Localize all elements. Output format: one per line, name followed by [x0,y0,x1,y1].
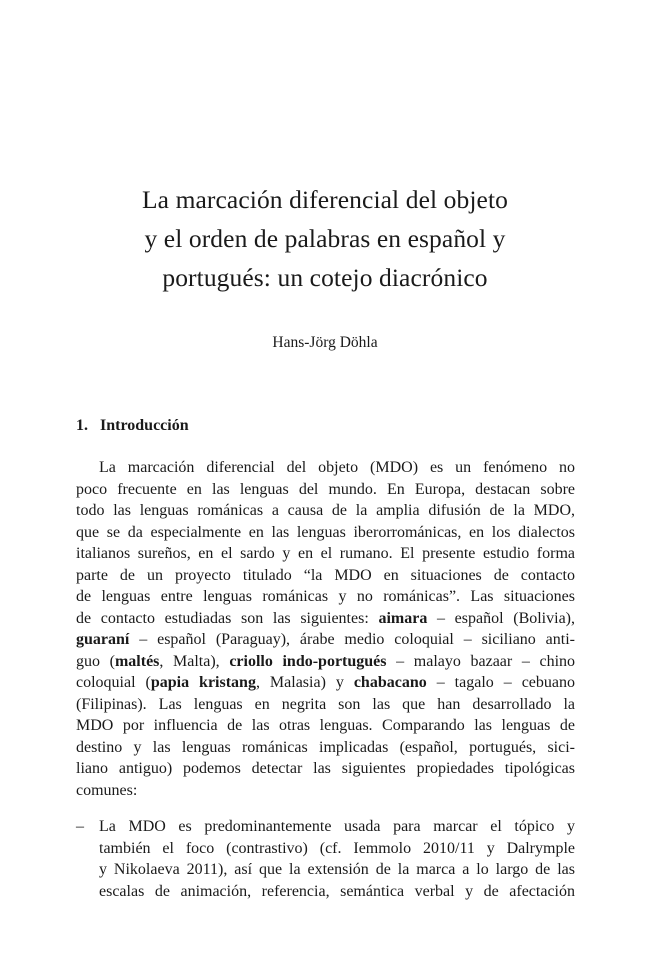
list-item [76,816,575,902]
paragraph-line [76,651,575,673]
paragraph-line: todo las lenguas románicas a causa de la amplia difusión de la MDO, [76,502,575,519]
paragraph-line: liano antiguo) podemos detectar las siguientes propiedades tipológicas [76,760,575,777]
list-item-text [99,816,575,902]
text-run: guo ( [76,652,115,670]
author-name: Hans-Jörg Döhla [272,334,378,351]
paragraph-line: La marcación diferencial del objeto (MDO) es un fenómeno no [99,459,575,476]
list-line: también el foco (contrastivo) (cf. Iemmolo 2010/11 y Dalrymple [99,839,575,857]
paragraph-line: poco frecuente en las lenguas del mundo. En Europa, destacan sobre [76,480,575,498]
paragraph-line: destino y las lenguas románicas implicadas (español, portugués, sici- [76,738,575,756]
paragraph-line: parte de un proyecto titulado “la MDO en situaciones de contacto [76,566,575,584]
text-run: , Malta), [159,652,230,670]
section-heading [76,416,189,436]
bold-language-name: papia kristang [150,674,256,691]
list-line: y Nikolaeva 2011), así que la extensión de la marca a lo largo de las [99,861,575,878]
text-run: – malayo bazaar – chino [386,652,576,670]
paragraph-line: italianos sureños, en el sardo y en el rumano. El presente estudio forma [76,545,575,562]
paragraph-line [76,608,575,630]
paragraph-line: (Filipinas). Las lenguas en negrita son las que han desarrollado la [76,695,575,713]
bold-language-name: chabacano [353,674,427,691]
bold-language-name: maltés [114,652,160,670]
title-line: portugués: un cotejo diacrónico [162,263,488,292]
bold-language-name: criollo indo-portugués [229,652,387,670]
text-run: de contacto estudiadas son las siguientes: [76,609,379,627]
paragraph-line: que se da especialmente en las lenguas iberorrománicas, en los dialectos [76,523,575,541]
bold-language-name: aimara [378,609,428,627]
list-line: escalas de animación, referencia, semántica verbal y de afectación [99,882,575,900]
text-run: – español (Paraguay), árabe medio coloquial – siciliano anti- [129,631,575,648]
intro-paragraph [76,457,575,801]
paragraph-line: comunes: [76,781,138,799]
dash-bullet: – [76,818,84,835]
section-number: 1. [76,417,88,434]
text-run: coloquial ( [76,674,151,691]
paragraph-line: de lenguas entre lenguas románicas y no románicas”. Las situaciones [76,588,575,605]
text-run: – español (Bolivia), [427,609,576,627]
title-line: La marcación diferencial del objeto [142,185,508,214]
paragraph-line [76,672,575,694]
list-line: La MDO es predominantemente usada para marcar el tópico y [99,818,575,835]
chapter-title [60,180,590,297]
section-title: Introducción [100,417,189,434]
text-run: , Malasia) y [255,674,354,691]
bold-language-name: guaraní [76,631,130,648]
paragraph-line: MDO por influencia de las otras lenguas. Comparando las lenguas de [76,717,575,734]
text-run: – tagalo – cebuano [426,674,575,691]
paragraph-line [76,629,575,651]
title-line: y el orden de palabras en español y [144,224,506,253]
